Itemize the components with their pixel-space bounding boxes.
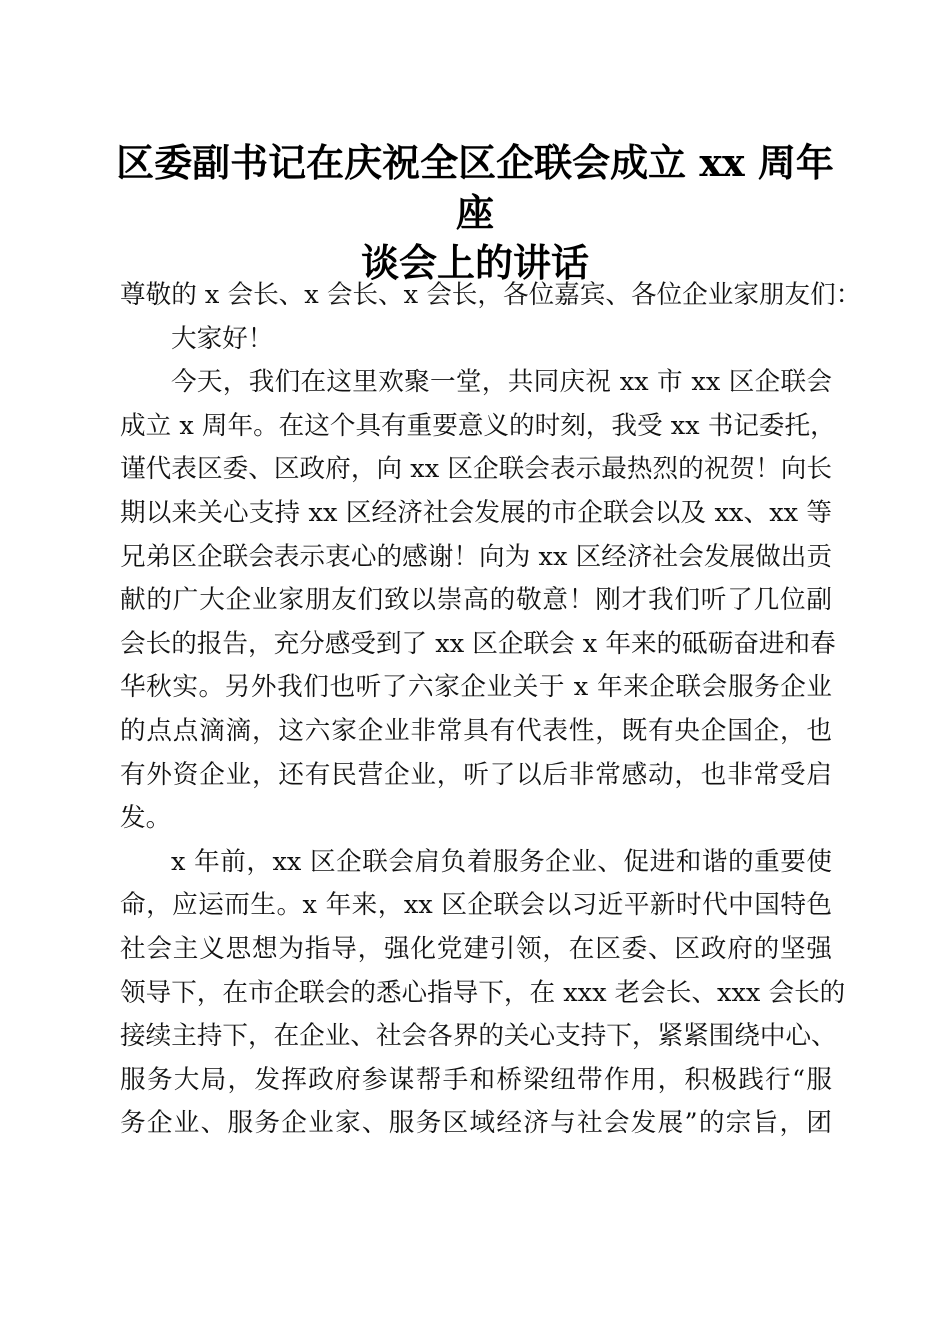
document-body: [120, 276, 862, 1148]
paragraph-1-line-4: 期以来关心支持 xx 区经济社会发展的市企联会以及 xx、xx 等: [120, 497, 832, 528]
paragraph-2-line-2: 命，应运而生。x 年来，xx 区企联会以习近平新时代中国特色: [120, 890, 832, 921]
paragraph-2-line-6: 服务大局，发挥政府参谋帮手和桥梁纽带作用，积极践行“服: [120, 1064, 832, 1095]
paragraph-2-line-1: x 年前，xx 区企联会肩负着服务企业、促进和谐的重要使: [171, 846, 832, 877]
paragraph-2-line-7: 务企业、服务企业家、服务区域经济与社会发展”的宗旨，团: [120, 1108, 832, 1139]
paragraph-1-line-11: 发。: [120, 803, 172, 834]
paragraph-2-line-5: 接续主持下，在企业、社会各界的关心支持下，紧紧围绕中心、: [120, 1021, 837, 1052]
paragraph-2-line-3: 社会主义思想为指导，强化党建引领，在区委、区政府的坚强: [120, 933, 832, 964]
title-line-1: 区委副书记在庆祝全区企联会成立 xx 周年座: [116, 140, 834, 235]
salutation-line: 尊敬的 x 会长、x 会长、x 会长，各位嘉宾、各位企业家朋友们：: [120, 280, 862, 310]
document-title: [110, 138, 840, 288]
paragraph-1-line-8: 华秋实。另外我们也听了六家企业关于 x 年来企联会服务企业: [120, 672, 832, 703]
greeting-line: 大家好！: [171, 323, 274, 354]
paragraph-1-line-7: 会长的报告，充分感受到了 xx 区企联会 x 年来的砥砺奋进和春: [120, 628, 836, 659]
title-line-2: 谈会上的讲话: [360, 240, 589, 285]
paragraph-2-line-4: 领导下，在市企联会的悉心指导下，在 xxx 老会长、xxx 会长的: [120, 977, 846, 1008]
paragraph-1-line-5: 兄弟区企联会表示衷心的感谢！向为 xx 区经济社会发展做出贡: [120, 541, 832, 572]
paragraph-1-line-1: 今天，我们在这里欢聚一堂，共同庆祝 xx 市 xx 区企联会: [171, 367, 832, 398]
paragraph-1-line-3: 谨代表区委、区政府，向 xx 区企联会表示最热烈的祝贺！向长: [120, 454, 832, 485]
paragraph-1-line-2: 成立 x 周年。在这个具有重要意义的时刻，我受 xx 书记委托，: [120, 410, 836, 441]
paragraph-1-line-9: 的点点滴滴，这六家企业非常具有代表性，既有央企国企，也: [120, 715, 832, 746]
paragraph-1-line-6: 献的广大企业家朋友们致以崇高的敬意！刚才我们听了几位副: [120, 585, 832, 616]
paragraph-1-line-10: 有外资企业，还有民营企业，听了以后非常感动，也非常受启: [120, 759, 832, 790]
